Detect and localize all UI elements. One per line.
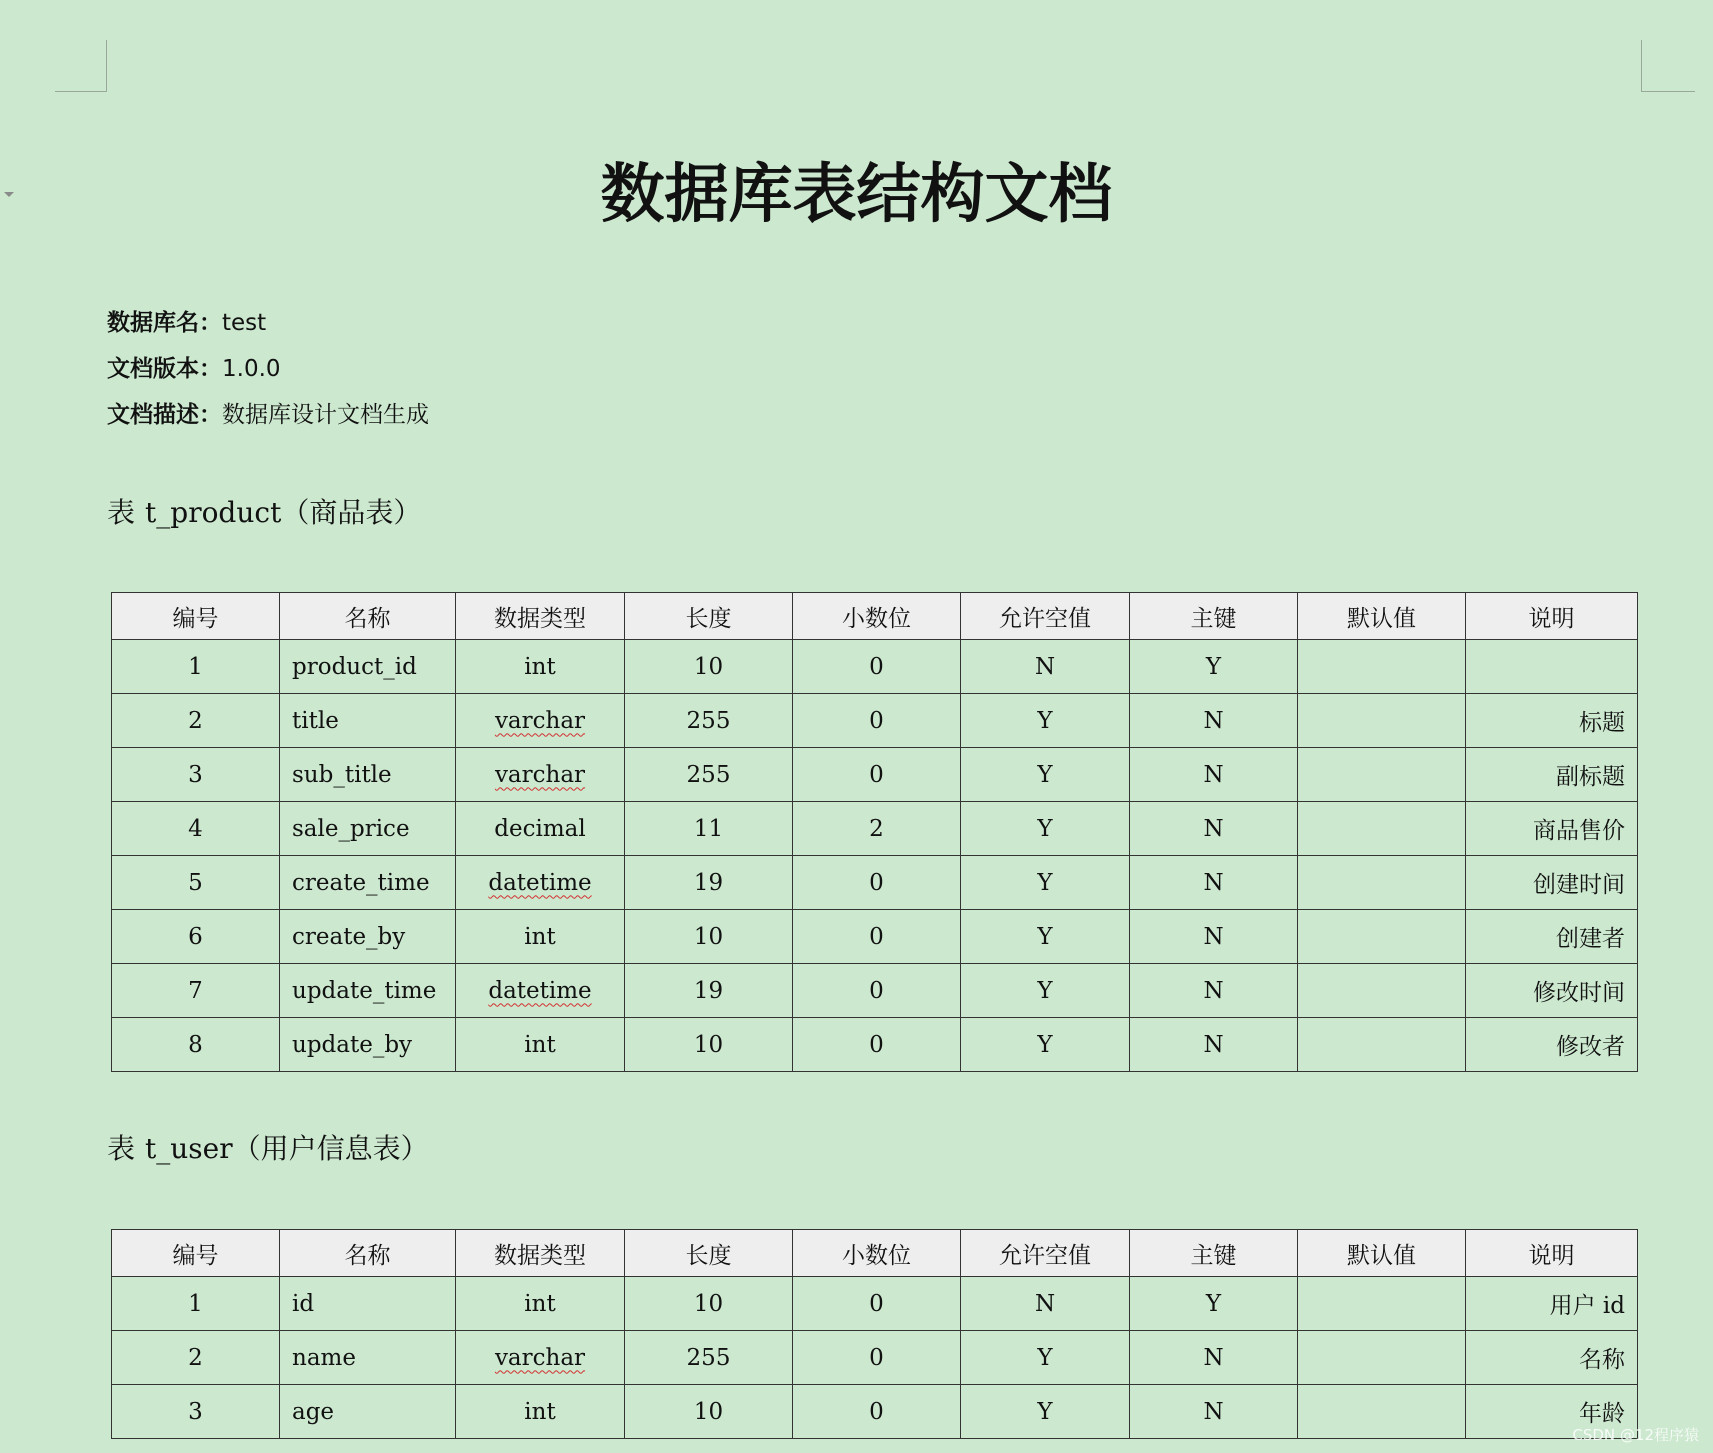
watermark-text: CSDN @12程序猿 — [1572, 1426, 1699, 1444]
cell-nullable: Y — [961, 856, 1130, 910]
cell-description: 创建时间 — [1466, 856, 1638, 910]
document-title: 数据库表结构文档 — [600, 157, 1113, 232]
cell-data-type: int — [456, 1385, 625, 1439]
table-header-row — [112, 1230, 1638, 1277]
heading-table-comment: （用户信息表） — [232, 1132, 429, 1165]
cell-number: 6 — [112, 910, 280, 964]
cell-length: 10 — [625, 1018, 793, 1072]
cell-primary-key: Y — [1130, 1277, 1298, 1331]
cell-number: 8 — [112, 1018, 280, 1072]
cell-scale: 0 — [793, 640, 961, 694]
cell-scale: 2 — [793, 802, 961, 856]
cell-field-name: name — [280, 1331, 456, 1385]
cell-scale: 0 — [793, 910, 961, 964]
cell-nullable: Y — [961, 910, 1130, 964]
column-header: 默认值 — [1298, 1230, 1466, 1277]
cell-length: 255 — [625, 1331, 793, 1385]
table-row — [112, 1331, 1638, 1385]
column-header: 允许空值 — [961, 593, 1130, 640]
cell-field-name: title — [280, 694, 456, 748]
cell-data-type — [456, 1331, 625, 1385]
schema-table-t-user — [111, 1229, 1638, 1439]
column-header: 数据类型 — [456, 1230, 625, 1277]
cell-field-name: update_time — [280, 964, 456, 1018]
spellcheck-flagged-text: varchar — [494, 707, 586, 734]
cell-length: 19 — [625, 964, 793, 1018]
meta-key: 数据库名： — [107, 310, 222, 336]
column-header: 长度 — [625, 593, 793, 640]
cell-default-value — [1298, 910, 1466, 964]
cell-nullable: Y — [961, 964, 1130, 1018]
column-header: 小数位 — [793, 1230, 961, 1277]
cell-primary-key: N — [1130, 748, 1298, 802]
cell-field-name: age — [280, 1385, 456, 1439]
cell-primary-key: N — [1130, 1331, 1298, 1385]
heading-prefix: 表 — [107, 496, 136, 529]
cell-nullable: Y — [961, 1331, 1130, 1385]
cell-scale: 0 — [793, 1331, 961, 1385]
column-header: 名称 — [280, 1230, 456, 1277]
meta-document-description — [107, 395, 429, 441]
page-corner-mark-left — [55, 40, 107, 92]
spellcheck-flagged-text: varchar — [494, 761, 586, 788]
table-row — [112, 856, 1638, 910]
cell-field-name: id — [280, 1277, 456, 1331]
cell-field-name: product_id — [280, 640, 456, 694]
cell-nullable: Y — [961, 802, 1130, 856]
cell-primary-key: N — [1130, 1018, 1298, 1072]
heading-table-name: t_user — [145, 1132, 233, 1165]
cell-default-value — [1298, 1277, 1466, 1331]
cell-scale: 0 — [793, 1277, 961, 1331]
meta-value: test — [222, 310, 267, 336]
cell-length: 10 — [625, 910, 793, 964]
column-header: 小数位 — [793, 593, 961, 640]
cell-data-type — [456, 856, 625, 910]
table-row — [112, 1277, 1638, 1331]
cell-primary-key: N — [1130, 856, 1298, 910]
cell-length: 10 — [625, 1385, 793, 1439]
table-row — [112, 910, 1638, 964]
column-header: 编号 — [112, 1230, 280, 1277]
cell-number: 3 — [112, 1385, 280, 1439]
table-heading-t-user — [107, 1129, 429, 1169]
cell-primary-key: N — [1130, 910, 1298, 964]
cell-number: 7 — [112, 964, 280, 1018]
cell-scale: 0 — [793, 1018, 961, 1072]
table-row — [112, 640, 1638, 694]
cell-data-type: int — [456, 1018, 625, 1072]
cell-scale: 0 — [793, 694, 961, 748]
cell-field-name: sub_title — [280, 748, 456, 802]
column-header: 允许空值 — [961, 1230, 1130, 1277]
cell-primary-key: N — [1130, 694, 1298, 748]
cell-primary-key: Y — [1130, 640, 1298, 694]
table-row — [112, 748, 1638, 802]
cell-default-value — [1298, 1018, 1466, 1072]
meta-database-name — [107, 303, 429, 349]
column-header: 默认值 — [1298, 593, 1466, 640]
cell-description: 副标题 — [1466, 748, 1638, 802]
cell-default-value — [1298, 1385, 1466, 1439]
cell-primary-key: N — [1130, 1385, 1298, 1439]
cell-field-name: update_by — [280, 1018, 456, 1072]
cell-primary-key: N — [1130, 964, 1298, 1018]
page-corner-mark-right — [1641, 40, 1695, 92]
cell-data-type — [456, 964, 625, 1018]
schema-table-t-product — [111, 592, 1638, 1072]
cell-data-type: int — [456, 910, 625, 964]
cell-default-value — [1298, 748, 1466, 802]
heading-table-name: t_product — [145, 496, 282, 529]
cell-length: 255 — [625, 748, 793, 802]
spellcheck-flagged-text: datetime — [488, 977, 592, 1004]
cell-number: 2 — [112, 694, 280, 748]
cell-data-type — [456, 694, 625, 748]
cell-number: 4 — [112, 802, 280, 856]
cell-nullable: Y — [961, 694, 1130, 748]
table-row — [112, 694, 1638, 748]
cell-scale: 0 — [793, 748, 961, 802]
meta-key: 文档版本： — [107, 356, 222, 382]
cell-data-type: int — [456, 640, 625, 694]
cell-default-value — [1298, 964, 1466, 1018]
cell-nullable: N — [961, 640, 1130, 694]
column-header: 说明 — [1466, 593, 1638, 640]
cell-length: 255 — [625, 694, 793, 748]
cell-description: 用户 id — [1466, 1277, 1638, 1331]
cell-nullable: Y — [961, 1018, 1130, 1072]
column-header: 主键 — [1130, 1230, 1298, 1277]
spellcheck-flagged-text: datetime — [488, 869, 592, 896]
cell-description — [1466, 640, 1638, 694]
spellcheck-flagged-text: varchar — [494, 1344, 586, 1371]
table-row — [112, 802, 1638, 856]
cell-scale: 0 — [793, 1385, 961, 1439]
cell-description: 商品售价 — [1466, 802, 1638, 856]
cell-description: 修改者 — [1466, 1018, 1638, 1072]
cell-field-name: create_time — [280, 856, 456, 910]
cell-description: 创建者 — [1466, 910, 1638, 964]
cell-primary-key: N — [1130, 802, 1298, 856]
column-header: 名称 — [280, 593, 456, 640]
meta-document-version — [107, 349, 429, 395]
cell-default-value — [1298, 694, 1466, 748]
cell-description: 名称 — [1466, 1331, 1638, 1385]
cell-scale: 0 — [793, 856, 961, 910]
cell-field-name: create_by — [280, 910, 456, 964]
column-header: 长度 — [625, 1230, 793, 1277]
column-header: 编号 — [112, 593, 280, 640]
cell-nullable: Y — [961, 748, 1130, 802]
meta-value: 1.0.0 — [222, 356, 281, 382]
cell-number: 1 — [112, 640, 280, 694]
document-meta — [107, 303, 429, 441]
cell-number: 5 — [112, 856, 280, 910]
table-row — [112, 1018, 1638, 1072]
cell-length: 11 — [625, 802, 793, 856]
cell-data-type: int — [456, 1277, 625, 1331]
cell-scale: 0 — [793, 964, 961, 1018]
cell-length: 10 — [625, 1277, 793, 1331]
column-header: 主键 — [1130, 593, 1298, 640]
meta-key: 文档描述： — [107, 402, 222, 428]
cell-description: 年龄 — [1466, 1385, 1638, 1439]
column-header: 说明 — [1466, 1230, 1638, 1277]
cell-number: 1 — [112, 1277, 280, 1331]
heading-table-comment: （商品表） — [281, 496, 422, 529]
cell-description: 标题 — [1466, 694, 1638, 748]
cell-number: 3 — [112, 748, 280, 802]
cell-length: 19 — [625, 856, 793, 910]
cell-number: 2 — [112, 1331, 280, 1385]
cell-default-value — [1298, 640, 1466, 694]
meta-value: 数据库设计文档生成 — [222, 402, 429, 428]
table-heading-t-product — [107, 493, 421, 533]
column-header: 数据类型 — [456, 593, 625, 640]
table-row — [112, 964, 1638, 1018]
cell-data-type — [456, 748, 625, 802]
heading-prefix: 表 — [107, 1132, 136, 1165]
cell-nullable: N — [961, 1277, 1130, 1331]
cell-data-type: decimal — [456, 802, 625, 856]
cell-default-value — [1298, 802, 1466, 856]
cell-length: 10 — [625, 640, 793, 694]
cell-field-name: sale_price — [280, 802, 456, 856]
table-header-row — [112, 593, 1638, 640]
cell-default-value — [1298, 856, 1466, 910]
cell-default-value — [1298, 1331, 1466, 1385]
cell-description: 修改时间 — [1466, 964, 1638, 1018]
table-row — [112, 1385, 1638, 1439]
cell-nullable: Y — [961, 1385, 1130, 1439]
